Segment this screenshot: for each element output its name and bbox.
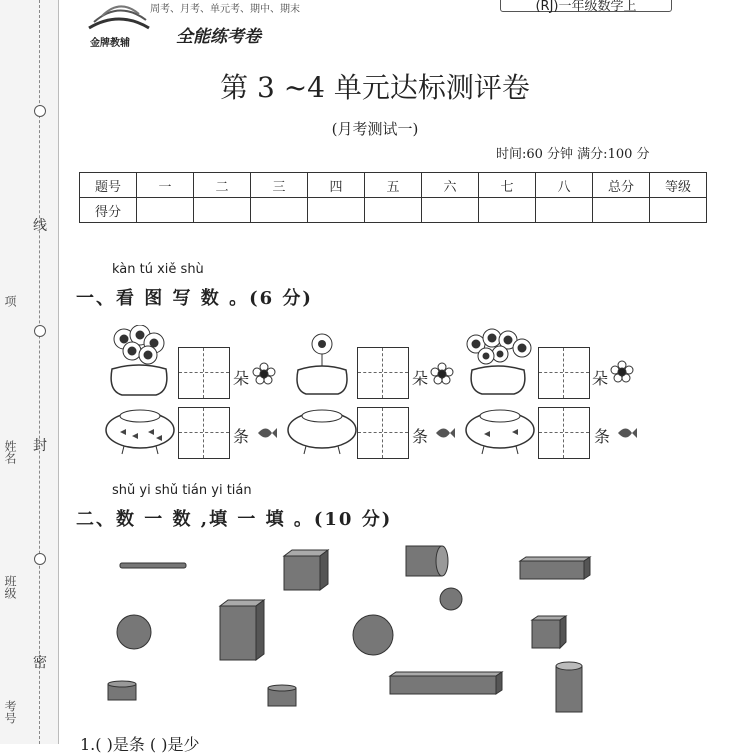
binding-hole [34, 105, 46, 117]
flower-icon [252, 362, 276, 386]
unit-flower: 朵 [412, 369, 429, 388]
vase-with-flowers-icon [104, 325, 174, 397]
cuboid-shape [518, 555, 592, 581]
table-cell: 七 [479, 173, 536, 198]
fish-bowl-icon [462, 406, 538, 456]
cylinder-shape [264, 684, 300, 710]
unit-flower: 朵 [592, 369, 609, 388]
time-info: 时间:60 分钟 满分:100 分 [496, 147, 650, 162]
score-table-header-row [80, 173, 707, 198]
score-input-cell[interactable] [365, 198, 422, 223]
fish-bowl-icon [102, 406, 178, 456]
score-input-cell[interactable] [422, 198, 479, 223]
unit-flower: 朵 [233, 369, 250, 388]
sphere-shape [114, 612, 154, 652]
score-input-cell[interactable] [536, 198, 593, 223]
vase-with-flower-icon [292, 330, 352, 396]
q2-pinyin: shǔ yi shǔ tián yi tián [112, 483, 252, 498]
fish-icon [614, 424, 638, 442]
score-input-cell[interactable] [251, 198, 308, 223]
score-input-cell[interactable] [308, 198, 365, 223]
brand-name: 金牌教辅 [90, 38, 130, 49]
answer-box[interactable] [538, 347, 590, 399]
page-title: 第 3 ~4 单元达标测评卷 [220, 71, 530, 104]
unit-fish: 条 [594, 427, 611, 446]
answer-box[interactable] [538, 407, 590, 459]
table-cell: 等级 [650, 173, 707, 198]
binding-hole [34, 325, 46, 337]
unit-fish: 条 [233, 427, 250, 446]
flower-icon [610, 360, 634, 384]
cylinder-shape [552, 660, 586, 716]
cuboid-shape [218, 598, 268, 662]
unit-fish: 条 [412, 427, 429, 446]
cylinder-shape [104, 680, 140, 704]
binding-margin [0, 0, 59, 744]
score-table [79, 172, 707, 223]
cut-label-feng: 封 [33, 438, 47, 454]
answer-box[interactable] [178, 347, 230, 399]
score-input-cell[interactable] [137, 198, 194, 223]
fish-icon [254, 424, 278, 442]
exam-types: 周考、月考、单元考、期中、期末 [150, 4, 300, 15]
cylinder-shape [402, 544, 450, 578]
q1-pinyin: kàn tú xiě shù [112, 262, 204, 277]
table-cell: 六 [422, 173, 479, 198]
page-subtitle: (月考测试一) [331, 120, 419, 138]
score-input-cell[interactable] [479, 198, 536, 223]
cube-shape [530, 614, 568, 650]
table-cell: 总分 [593, 173, 650, 198]
score-table-score-row [80, 198, 707, 223]
margin-id-label: 考号 [3, 700, 17, 724]
grade-label: (RJ)一年级数学上 [500, 0, 672, 12]
score-input-cell[interactable] [650, 198, 707, 223]
answer-box[interactable] [178, 407, 230, 459]
answer-box[interactable] [357, 347, 409, 399]
q1-title: 一、看 图 写 数 。(6 分) [76, 288, 313, 309]
thin-cylinder-shape [118, 561, 190, 571]
margin-name-label: 姓名 [3, 440, 17, 464]
table-cell: 得分 [80, 198, 137, 223]
table-cell: 五 [365, 173, 422, 198]
answer-box[interactable] [357, 407, 409, 459]
series-name: 全能练考卷 [176, 27, 261, 47]
score-input-cell[interactable] [593, 198, 650, 223]
question-line: 1.( )是条 ( )是少 [80, 735, 200, 754]
fish-icon [432, 424, 456, 442]
book-logo-icon [84, 0, 154, 34]
cuboid-shape [388, 670, 504, 696]
margin-class-label: 班级 [3, 575, 17, 599]
sphere-shape [438, 586, 464, 612]
score-input-cell[interactable] [194, 198, 251, 223]
fish-bowl-icon [284, 406, 360, 456]
cut-label-xian: 线 [33, 218, 47, 234]
table-cell: 八 [536, 173, 593, 198]
table-cell: 题号 [80, 173, 137, 198]
vase-with-flowers-icon [462, 328, 534, 396]
flower-icon [430, 362, 454, 386]
q2-title: 二、数 一 数 ,填 一 填 。(10 分) [76, 509, 393, 530]
sphere-shape [350, 612, 396, 658]
table-cell: 四 [308, 173, 365, 198]
cube-shape [282, 548, 330, 592]
table-cell: 一 [137, 173, 194, 198]
table-cell: 三 [251, 173, 308, 198]
cut-label-mi: 密 [33, 655, 47, 671]
binding-hole [34, 553, 46, 565]
table-cell: 二 [194, 173, 251, 198]
margin-text: 项 [3, 295, 17, 307]
